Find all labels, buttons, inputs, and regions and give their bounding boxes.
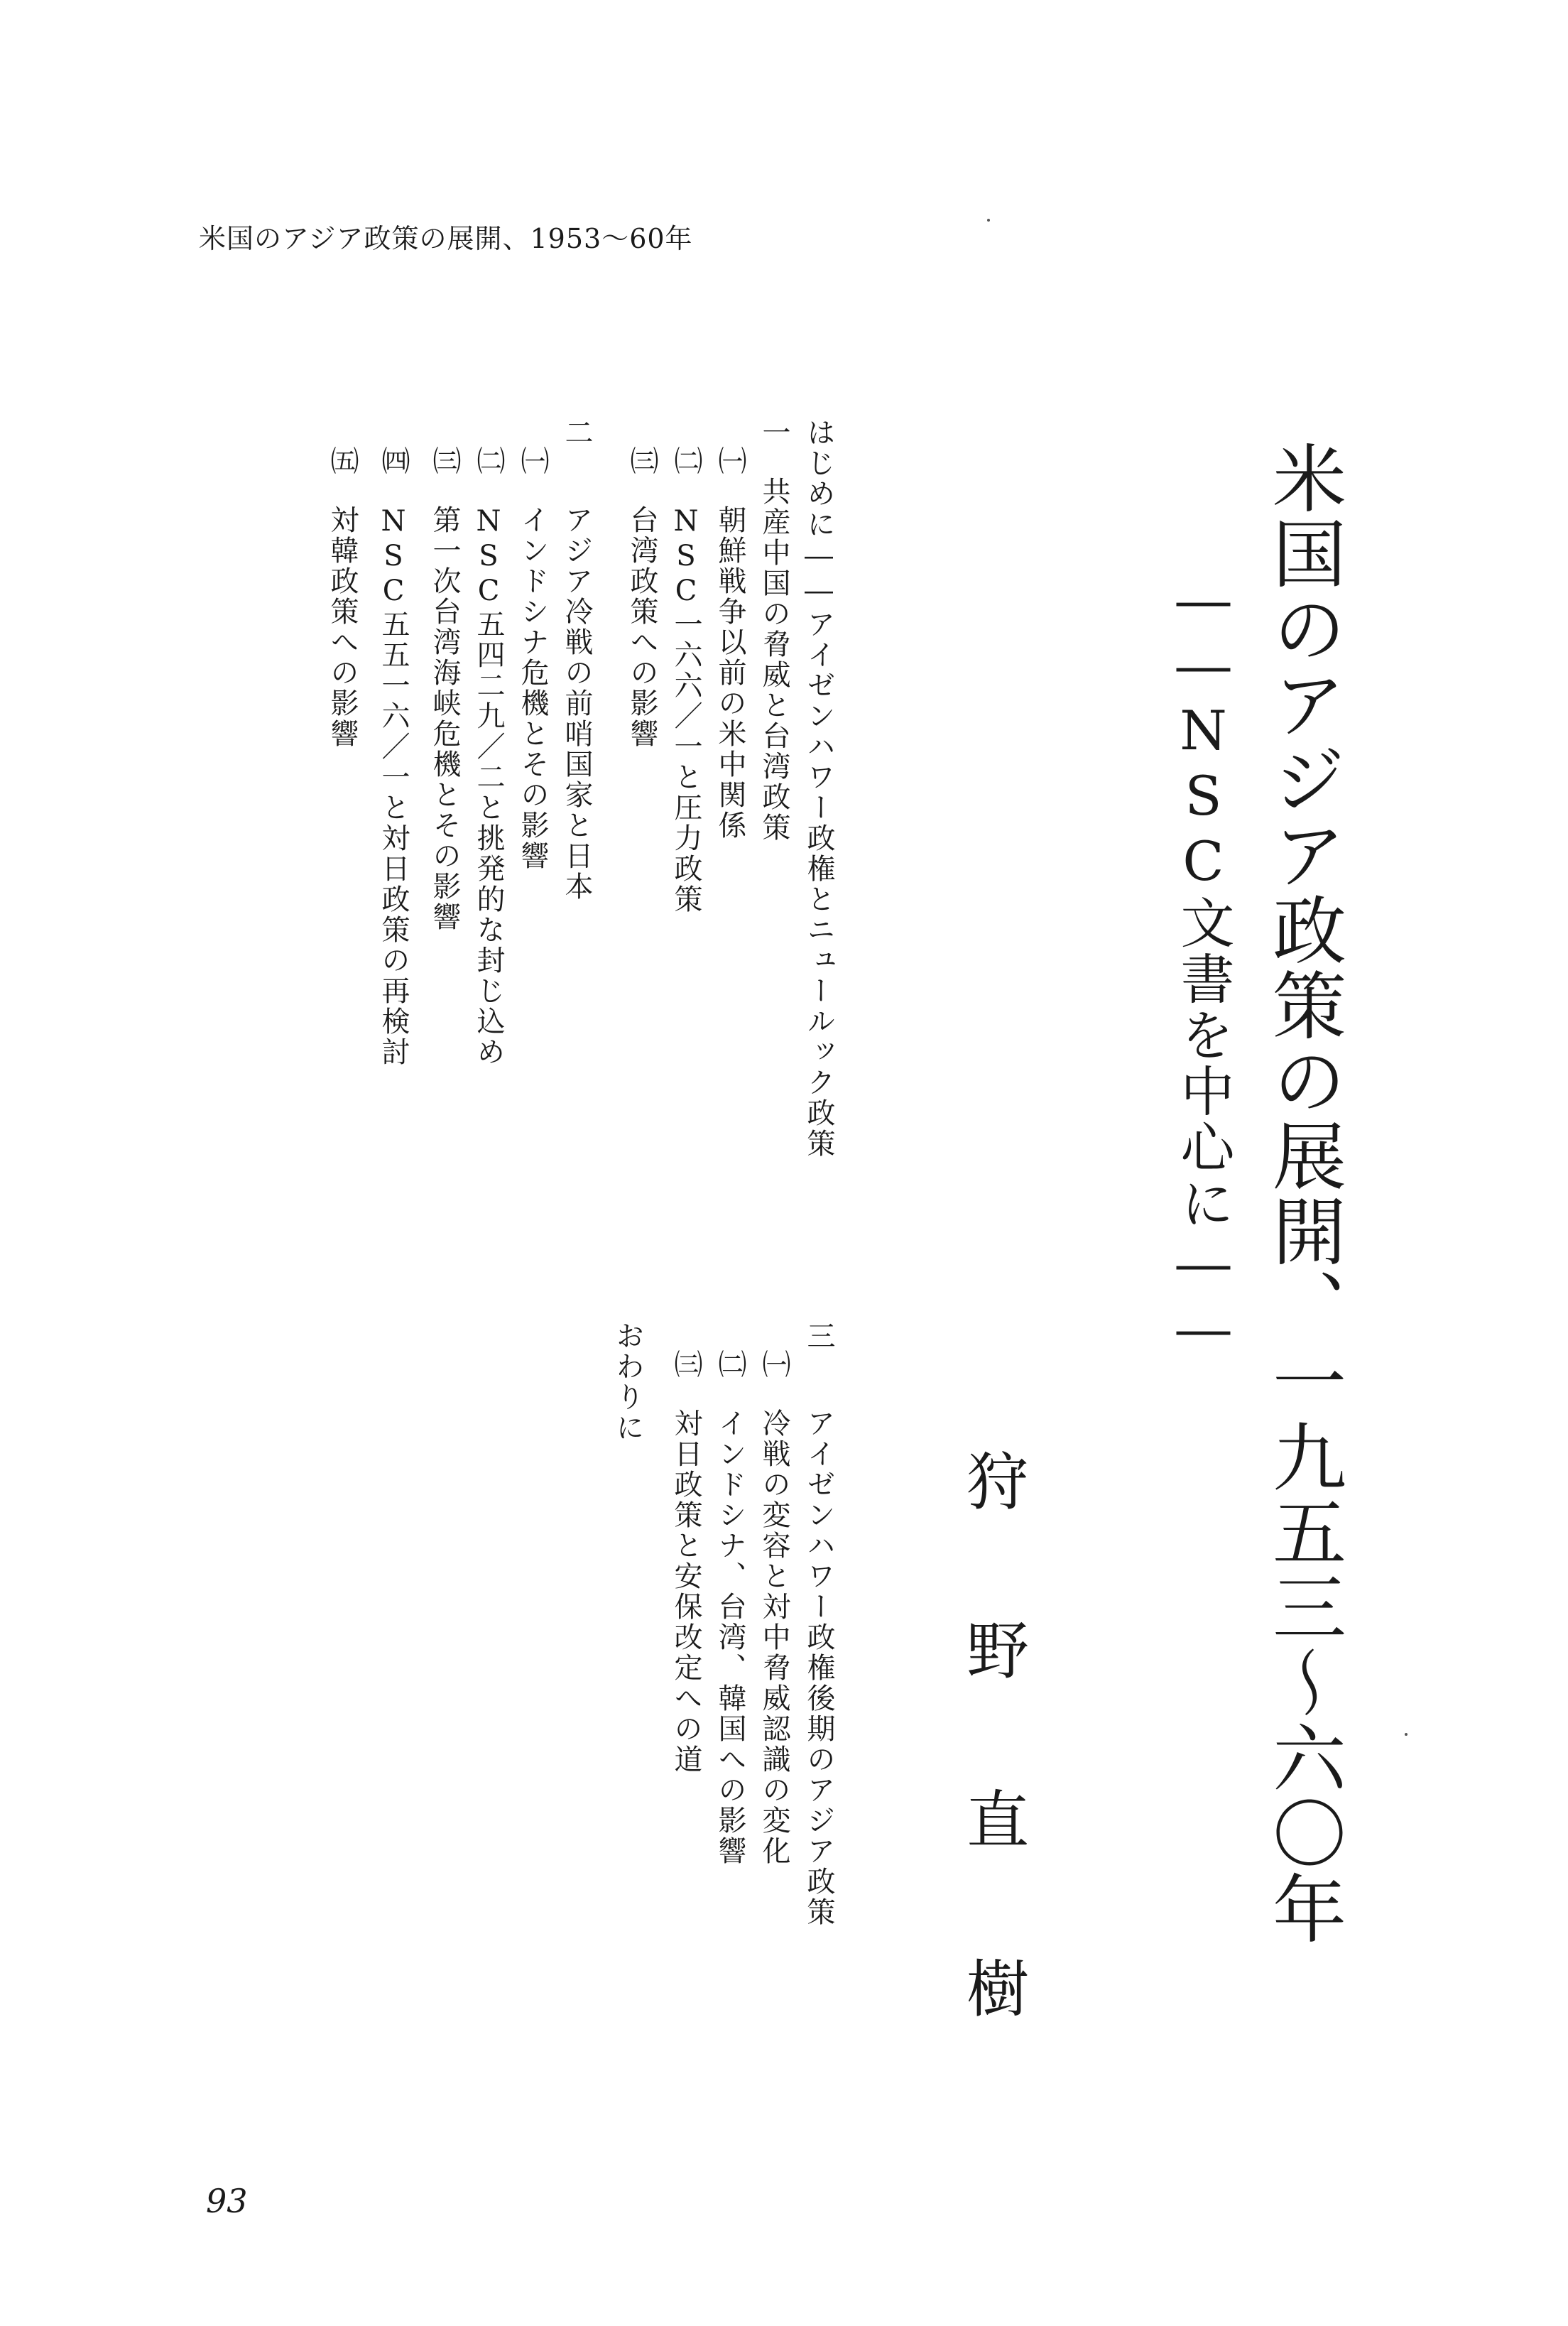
toc-item-1-1 [710, 446, 751, 841]
toc-label: NSC一六六／一と圧力政策 [670, 505, 702, 915]
toc-number: ㈢ [670, 1349, 702, 1380]
toc-number: ㈤ [326, 446, 359, 477]
toc-label: 対韓政策への影響 [326, 505, 359, 749]
toc-label: NSC五四二九／二と挑発的な封じ込め [472, 505, 505, 1067]
toc-number: ㈢ [626, 446, 658, 477]
toc-label: 共産中国の脅威と台湾政策 [758, 477, 790, 843]
toc-item-3-3 [666, 1349, 707, 1775]
toc-item-3-1 [754, 1349, 795, 1866]
toc-number: ㈡ [472, 446, 505, 477]
page-number: 93 [206, 2182, 248, 2220]
running-head: 米国のアジア政策の展開、1953～60年 [199, 223, 693, 254]
toc-number: ㈠ [758, 1349, 790, 1380]
article-subtitle: ――NSC文書を中心に―― [1172, 568, 1235, 1362]
author-name: 狩野直樹 [957, 1449, 1030, 2125]
toc-number: 二 [560, 418, 593, 448]
toc-label: アジア冷戦の前哨国家と日本 [560, 505, 593, 902]
toc-item-chapter-1 [754, 418, 795, 843]
toc-label: アイゼンハワー政権後期のアジア政策 [802, 1408, 835, 1928]
toc-number: ㈡ [714, 1349, 746, 1380]
toc-item-chapter-3 [799, 1321, 839, 1928]
toc-item-2-4 [374, 446, 414, 1067]
toc-label: 対日政策と安保改定への道 [670, 1408, 702, 1775]
toc-item-1-3 [622, 446, 663, 749]
toc-number: 三 [802, 1321, 835, 1352]
toc-item-2-3 [425, 446, 465, 933]
toc-label: 冷戦の変容と対中脅威認識の変化 [758, 1408, 790, 1866]
toc-item-2-1 [513, 446, 553, 871]
toc-label: インドシナ危機とその影響 [516, 505, 549, 871]
scan-speck [987, 219, 990, 222]
scan-speck [1405, 1733, 1408, 1736]
toc-item-2-2 [469, 446, 509, 1067]
toc-item-3-2 [710, 1349, 751, 1866]
toc-number: ㈢ [428, 446, 461, 477]
toc-item-conclusion: おわりに [611, 1321, 644, 1443]
toc-item-chapter-2 [557, 418, 597, 902]
toc-label: 朝鮮戦争以前の米中関係 [714, 505, 746, 841]
toc-number: ㈠ [714, 446, 746, 477]
toc-label: 第一次台湾海峡危機とその影響 [428, 505, 461, 933]
toc-label: NSC五五一六／一と対日政策の再検討 [377, 505, 410, 1067]
toc-number: ㈡ [670, 446, 702, 477]
toc-label: インドシナ、台湾、韓国への影響 [714, 1408, 746, 1866]
article-title: 米国のアジア政策の展開、一九五三～六〇年 [1260, 440, 1346, 1946]
toc-item-intro: はじめに――アイゼンハワー政権とニュールック政策 [802, 418, 835, 1159]
toc-number: 一 [758, 418, 790, 448]
toc-number: ㈠ [516, 446, 549, 477]
toc-item-1-2 [666, 446, 707, 915]
toc-number: ㈣ [377, 446, 410, 477]
toc-item-2-5 [322, 446, 363, 749]
toc-label: 台湾政策への影響 [626, 505, 658, 749]
